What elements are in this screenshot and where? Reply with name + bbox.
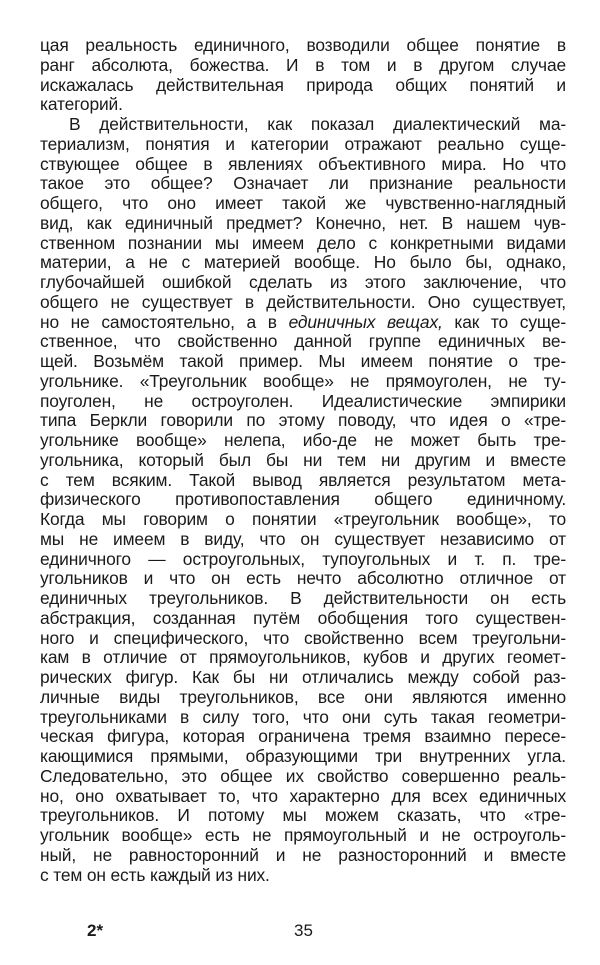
text-line: треугольников. И потому мы можем сказать, что «тре- xyxy=(40,805,566,826)
text-line: ный, не равносторонний и не разносторонний и вместе xyxy=(40,844,566,865)
text-segment: как то суще- xyxy=(442,311,566,332)
text-line: материи, а не с материей вообще. Но было бы, однако, xyxy=(40,252,566,273)
text-line: категорий. xyxy=(40,94,123,115)
text-line: треугольниками в силу того, что они суть такая геометри- xyxy=(40,706,566,727)
text-line: мы не имеем в виду, что он существует независимо от xyxy=(40,528,566,549)
text-line: глубочайшей ошибкой сделать из этого заключение, что xyxy=(40,272,566,292)
text-line: личные виды треугольников, все они являются именно xyxy=(40,686,566,707)
text-line: Следовательно, это общее их свойство совершенно реаль- xyxy=(40,765,566,786)
emphasized-text: единичных вещах, xyxy=(288,311,443,332)
text-line: единичных треугольников. В действительности он есть xyxy=(40,588,566,608)
text-line: ственное, что свойственно данной группе единичных ве- xyxy=(40,331,566,352)
text-line: общего, что оно имеет такой же чувственно-наглядный xyxy=(40,193,566,213)
text-line: искажалась действительная природа общих понятий и xyxy=(40,74,566,95)
text-line: угольников и что он есть нечто абсолютно отличное от xyxy=(40,568,566,589)
text-line: щей. Возьмём такой пример. Мы имеем понятие о тре- xyxy=(40,351,566,371)
text-line: териализм, понятия и категории отражают реально суще- xyxy=(40,133,566,154)
text-line: абстракция, созданная путём обобщения того существен- xyxy=(40,607,566,628)
text-line: такое это общее? Означает ли признание реальности xyxy=(40,173,566,194)
text-segment: но не самостоятельно, а в xyxy=(40,311,289,332)
text-line: кающимися прямыми, образующими три внутренних угла. xyxy=(40,746,566,766)
body-text xyxy=(40,36,566,885)
text-line: угольнике. «Треугольник вообще» не прямоуголен, не ту- xyxy=(40,370,566,391)
text-line: с тем он есть каждый из них. xyxy=(40,864,270,885)
text-line: цая реальность единичного, возводили общее понятие в xyxy=(40,35,566,55)
text-line: типа Беркли говорили по этому поводу, что идея о «тре- xyxy=(40,410,566,431)
text-line: угольника, который был бы ни тем ни другим и вместе xyxy=(40,449,566,470)
text-line: вид, как единичный предмет? Конечно, нет. В нашем чув- xyxy=(40,212,566,233)
signature-mark: 2* xyxy=(87,921,104,940)
text-line: кам в отличие от прямоугольников, кубов и других геомет- xyxy=(40,647,566,668)
text-line: поуголен, не остроуголен. Идеалистические эмпирики xyxy=(40,390,566,411)
text-line: рических фигур. Как бы ни отличались между собой раз- xyxy=(40,667,566,687)
text-line: но, оно охватывает то, что характерно для всех единичных xyxy=(40,785,566,806)
text-line: единичного — остроугольных, тупоугольных и т. п. тре- xyxy=(40,548,566,569)
text-line: с тем всяким. Такой вывод является результатом мета- xyxy=(40,469,566,490)
text-line: ного и специфического, что свойственно всем треугольни- xyxy=(40,627,566,648)
text-line-with-emphasis xyxy=(40,313,566,333)
page-number: 35 xyxy=(294,921,313,940)
text-line: ственном познании мы имеем дело с конкретными видами xyxy=(40,232,566,253)
text-line: ческая фигура, которая ограничена тремя взаимно пересе- xyxy=(40,726,566,747)
text-line: Когда мы говорим о понятии «треугольник вообще», то xyxy=(40,509,566,529)
text-line: общего не существует в действительности. Оно существует, xyxy=(40,291,566,312)
text-line: ранг абсолюта, божества. И в том и в другом случае xyxy=(40,54,566,75)
text-line: угольнике вообще» нелепа, ибо-де не может быть тре- xyxy=(40,430,566,450)
text-line: физического противопоставления общего единичному. xyxy=(40,489,566,510)
paragraph-start-line: В действительности, как показал диалектический ма- xyxy=(69,114,566,134)
text-line: угольник вообще» есть не прямоугольный и не остроуголь- xyxy=(40,825,566,845)
text-line: ствующее общее в явлениях объективного мира. Но что xyxy=(40,153,566,174)
